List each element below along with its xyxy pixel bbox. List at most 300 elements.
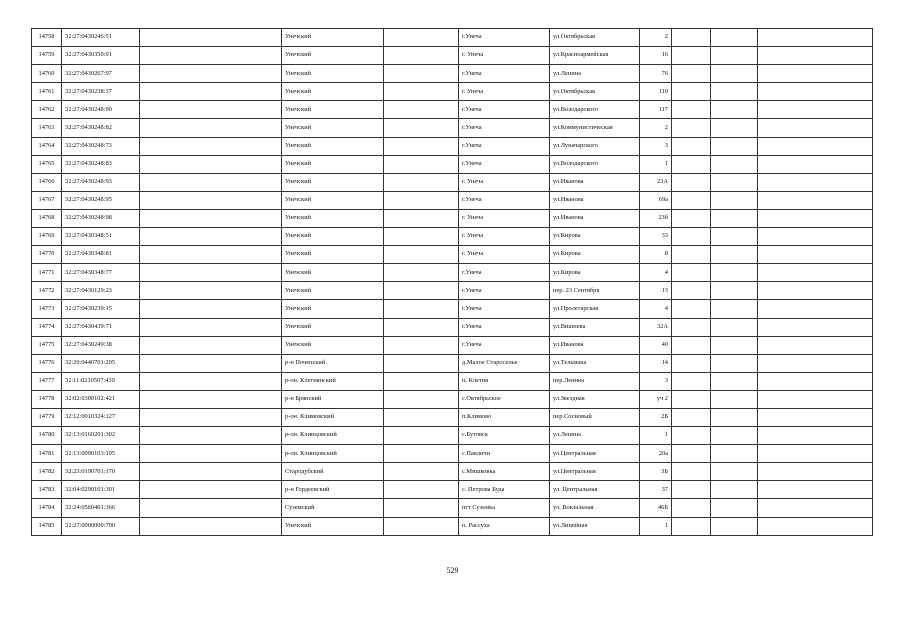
cell-street: пер. 23 Сентября [550,282,640,300]
table-row [32,47,873,65]
cell-locality: г.Унеча [459,137,550,155]
cell-cadastral: 32:27:0430249:38 [62,336,140,354]
cell-house: 69а [640,191,672,209]
cell-house: 14 [640,354,672,372]
cell-street: ул.Кирова [550,246,640,264]
cell-street: ул.Октябрьская [550,29,640,47]
cell-empty [672,173,711,191]
cell-empty [711,191,758,209]
cell-empty [672,445,711,463]
cell-house: 20а [640,445,672,463]
cell-house: 1 [640,155,672,173]
cell-empty [140,517,282,535]
cell-empty [711,119,758,137]
cell-empty [672,101,711,119]
cell-district: Суземский [282,499,384,517]
cell-empty [711,246,758,264]
cell-street: ул.Володарского [550,101,640,119]
cell-district: Унечский [282,336,384,354]
cell-locality: п. Клетня [459,372,550,390]
cell-num: 14759 [32,47,62,65]
cell-cadastral: 32:20:0440701:205 [62,354,140,372]
cell-empty [140,408,282,426]
cell-empty [672,390,711,408]
cell-empty [384,228,459,246]
table-row [32,336,873,354]
cell-district: р-он. Климовский [282,408,384,426]
cell-street: ул.Вишнева [550,318,640,336]
cell-empty [140,101,282,119]
cell-num: 14781 [32,445,62,463]
cell-empty [758,246,873,264]
cell-street: ул.Пролетарская [550,300,640,318]
cell-cadastral: 32:27:0430267:97 [62,65,140,83]
cell-num: 14771 [32,264,62,282]
cell-house: 16 [640,47,672,65]
cell-num: 14783 [32,481,62,499]
cell-empty [711,481,758,499]
cell-street: ул.Иванова [550,173,640,191]
cell-empty [758,101,873,119]
table-row [32,427,873,445]
cell-district: р-он. Клетнянский [282,372,384,390]
cell-locality: г.Унеча [459,191,550,209]
cell-house: 33 [640,228,672,246]
cell-empty [384,101,459,119]
cell-house: 4 [640,300,672,318]
cell-empty [672,282,711,300]
cell-empty [758,264,873,282]
table-row [32,228,873,246]
cell-empty [758,463,873,481]
cell-empty [672,300,711,318]
cell-locality: г.Унеча [459,101,550,119]
cell-street: ул. Вокзальная [550,499,640,517]
cell-cadastral: 32:13:0090103:195 [62,445,140,463]
cell-empty [758,173,873,191]
cell-empty [711,228,758,246]
cell-district: Унечский [282,137,384,155]
cell-empty [140,427,282,445]
cell-empty [758,318,873,336]
cell-empty [672,372,711,390]
cell-street: ул.Иванова [550,191,640,209]
cell-house: 3 [640,137,672,155]
cell-empty [711,155,758,173]
cell-empty [384,209,459,227]
cell-empty [140,499,282,517]
cell-empty [384,372,459,390]
cell-empty [711,300,758,318]
cell-district: Унечский [282,155,384,173]
cell-street: ул. Центральная [550,481,640,499]
cell-empty [140,318,282,336]
cell-empty [758,390,873,408]
cell-empty [758,65,873,83]
cell-street: ул.Красноармейская [550,47,640,65]
cell-house: 2 [640,119,672,137]
cell-empty [384,29,459,47]
cell-empty [758,137,873,155]
cell-empty [711,499,758,517]
cell-num: 14784 [32,499,62,517]
cell-empty [758,47,873,65]
cell-street: ул.Иванова [550,209,640,227]
cell-district: Унечский [282,264,384,282]
cell-street: пер.Ленина [550,372,640,390]
cell-empty [711,336,758,354]
cell-empty [384,65,459,83]
cell-empty [384,173,459,191]
cell-cadastral: 32:27:0430248:82 [62,119,140,137]
cell-empty [140,336,282,354]
cell-empty [758,155,873,173]
cell-empty [672,209,711,227]
cell-empty [711,264,758,282]
cell-district: Унечский [282,228,384,246]
cell-cadastral: 32:27:0430348:51 [62,228,140,246]
cell-cadastral: 32:02:0300102:421 [62,390,140,408]
cell-empty [672,336,711,354]
cell-empty [672,499,711,517]
cell-cadastral: 32:13:0160201:302 [62,427,140,445]
cell-num: 14774 [32,318,62,336]
cell-house: 23А [640,173,672,191]
cell-empty [672,29,711,47]
cell-cadastral: 32:27:0430129:23 [62,282,140,300]
cell-num: 14761 [32,83,62,101]
cell-empty [140,83,282,101]
cell-empty [672,246,711,264]
cell-street: ул.Звездная [550,390,640,408]
cell-empty [140,29,282,47]
cell-street: ул.Центральная [550,445,640,463]
cell-empty [140,282,282,300]
cell-empty [672,137,711,155]
cell-empty [758,119,873,137]
cell-cadastral: 32:27:0430238:37 [62,83,140,101]
cell-empty [384,336,459,354]
cell-street: ул.Линейная [550,517,640,535]
cell-empty [384,463,459,481]
cell-cadastral: 32:27:0430439:71 [62,318,140,336]
cell-empty [711,408,758,426]
cell-locality: г.Унеча [459,282,550,300]
cell-empty [384,354,459,372]
table-row [32,463,873,481]
table-row [32,517,873,535]
cell-empty [140,137,282,155]
cell-num: 14758 [32,29,62,47]
cell-num: 14763 [32,119,62,137]
cell-empty [672,517,711,535]
cell-empty [711,65,758,83]
cell-cadastral: 32:27:0430350:91 [62,47,140,65]
cell-empty [140,463,282,481]
cell-empty [140,191,282,209]
cell-num: 14762 [32,101,62,119]
cell-house: 8 [640,246,672,264]
cell-locality: г.Унеча [459,29,550,47]
property-table [31,28,873,536]
table-row [32,65,873,83]
cell-locality: г.Унеча [459,65,550,83]
table-row [32,209,873,227]
cell-num: 14779 [32,408,62,426]
cell-empty [140,65,282,83]
cell-empty [711,47,758,65]
cell-house: уч 2 [640,390,672,408]
cell-empty [711,354,758,372]
cell-empty [711,101,758,119]
cell-house: 13 [640,282,672,300]
cell-district: Унечский [282,300,384,318]
cell-locality: г. Унеча [459,173,550,191]
cell-street: ул.Ленина [550,427,640,445]
cell-cadastral: 32:27:0430348:81 [62,246,140,264]
cell-empty [140,209,282,227]
cell-empty [384,517,459,535]
cell-district: Унечский [282,83,384,101]
cell-cadastral: 32:24:0560401:366 [62,499,140,517]
cell-empty [384,318,459,336]
cell-num: 14780 [32,427,62,445]
cell-street: пер.Сосновый [550,408,640,426]
cell-empty [672,481,711,499]
cell-empty [384,119,459,137]
cell-num: 14773 [32,300,62,318]
cell-district: р-он. Клинцовский [282,445,384,463]
cell-num: 14785 [32,517,62,535]
cell-locality: с.Мишковка [459,463,550,481]
cell-house: 2Б [640,408,672,426]
cell-empty [384,390,459,408]
cell-locality: г.Унеча [459,318,550,336]
cell-empty [384,155,459,173]
cell-empty [140,354,282,372]
cell-house: 37 [640,481,672,499]
cell-street: ул.Кирова [550,264,640,282]
cell-cadastral: 32:27:0430248:90 [62,101,140,119]
cell-empty [672,318,711,336]
cell-empty [758,300,873,318]
cell-empty [672,463,711,481]
cell-empty [384,282,459,300]
cell-num: 14769 [32,228,62,246]
cell-district: Унечский [282,101,384,119]
cell-empty [758,209,873,227]
cell-locality: с.Павличи [459,445,550,463]
cell-locality: п. Рассуха [459,517,550,535]
cell-empty [711,517,758,535]
cell-district: Стародубский [282,463,384,481]
cell-empty [711,137,758,155]
cell-empty [140,372,282,390]
cell-cadastral: 32:27:0000000:700 [62,517,140,535]
cell-house: 3Б [640,463,672,481]
cell-empty [384,137,459,155]
cell-locality: г. Унеча [459,83,550,101]
page-number: 529 [446,566,459,575]
cell-empty [384,499,459,517]
cell-district: Унечский [282,318,384,336]
cell-empty [384,191,459,209]
table-row [32,29,873,47]
cell-house: 76 [640,65,672,83]
cell-street: ул.Луначарского [550,137,640,155]
cell-house: 32А [640,318,672,336]
cell-empty [672,264,711,282]
cell-locality: с.Октябрьское [459,390,550,408]
cell-empty [758,191,873,209]
cell-empty [672,65,711,83]
cell-empty [758,29,873,47]
cell-empty [140,264,282,282]
cell-empty [758,228,873,246]
cell-empty [758,499,873,517]
table-row [32,101,873,119]
cell-empty [672,427,711,445]
cell-locality: г.Унеча [459,264,550,282]
cell-empty [758,408,873,426]
cell-empty [140,119,282,137]
cell-empty [140,246,282,264]
cell-empty [758,372,873,390]
cell-empty [384,445,459,463]
cell-empty [140,445,282,463]
cell-num: 14777 [32,372,62,390]
cell-num: 14767 [32,191,62,209]
cell-num: 14782 [32,463,62,481]
cell-cadastral: 32:27:0430239:15 [62,300,140,318]
cell-locality: п.Климово [459,408,550,426]
table-row [32,481,873,499]
table-row [32,282,873,300]
cell-empty [711,282,758,300]
cell-empty [384,481,459,499]
cell-cadastral: 32:04:0290101:301 [62,481,140,499]
table-row [32,499,873,517]
table-row [32,408,873,426]
cell-empty [672,228,711,246]
cell-empty [711,390,758,408]
cell-cadastral: 32:27:0430248:93 [62,173,140,191]
cell-cadastral: 32:27:0430248:95 [62,191,140,209]
cell-empty [140,47,282,65]
cell-empty [140,390,282,408]
cell-empty [140,173,282,191]
table-body [32,29,873,536]
cell-house: 117 [640,101,672,119]
cell-empty [758,481,873,499]
cell-cadastral: 32:27:0430248:73 [62,137,140,155]
cell-cadastral: 32:23:0190701:170 [62,463,140,481]
table-row [32,318,873,336]
cell-empty [758,445,873,463]
cell-empty [140,228,282,246]
cell-num: 14778 [32,390,62,408]
cell-empty [672,155,711,173]
cell-street: ул.Кирова [550,228,640,246]
cell-locality: с.Бутовск [459,427,550,445]
cell-empty [672,354,711,372]
table-row [32,137,873,155]
cell-empty [758,83,873,101]
cell-empty [384,300,459,318]
table-row [32,264,873,282]
cell-locality: г. Унеча [459,246,550,264]
cell-locality: д.Малое Староселье [459,354,550,372]
cell-street: ул.Коммунистическая [550,119,640,137]
cell-locality: пгт Суземка [459,499,550,517]
cell-street: ул.Центральная [550,463,640,481]
cell-empty [384,427,459,445]
cell-cadastral: 32:27:0430248:98 [62,209,140,227]
cell-locality: г. Унеча [459,209,550,227]
cell-locality: г.Унеча [459,155,550,173]
cell-empty [711,209,758,227]
cell-street: ул.Ленина [550,65,640,83]
cell-empty [711,372,758,390]
cell-district: р-н Почепский [282,354,384,372]
cell-num: 14775 [32,336,62,354]
cell-house: 4 [640,264,672,282]
cell-empty [758,354,873,372]
cell-empty [140,481,282,499]
cell-empty [672,191,711,209]
cell-empty [672,83,711,101]
table-row [32,155,873,173]
cell-district: Унечский [282,173,384,191]
cell-locality: г.Унеча [459,119,550,137]
cell-num: 14764 [32,137,62,155]
cell-street: ул.Володарского [550,155,640,173]
cell-locality: с. Петрова Буда [459,481,550,499]
cell-cadastral: 32:11:0210507:439 [62,372,140,390]
cell-street: ул.Тельмана [550,354,640,372]
cell-district: р-н Брянский [282,390,384,408]
cell-locality: г.Унеча [459,300,550,318]
cell-empty [758,517,873,535]
cell-empty [672,408,711,426]
cell-empty [758,427,873,445]
table-row [32,390,873,408]
table-row [32,191,873,209]
cell-empty [384,246,459,264]
cell-house: 2 [640,29,672,47]
cell-empty [140,300,282,318]
table-row [32,173,873,191]
cell-locality: г. Унеча [459,47,550,65]
cell-empty [711,318,758,336]
cell-num: 14770 [32,246,62,264]
cell-house: 23б [640,209,672,227]
cell-empty [672,119,711,137]
cell-empty [711,83,758,101]
cell-house: 1 [640,427,672,445]
cell-locality: г. Унеча [459,228,550,246]
cell-empty [711,427,758,445]
cell-empty [384,408,459,426]
cell-house: 40 [640,336,672,354]
cell-house: 3 [640,372,672,390]
cell-empty [711,173,758,191]
table-row [32,119,873,137]
cell-district: Унечский [282,119,384,137]
cell-cadastral: 32:12:0010324:127 [62,408,140,426]
cell-empty [384,47,459,65]
cell-num: 14768 [32,209,62,227]
